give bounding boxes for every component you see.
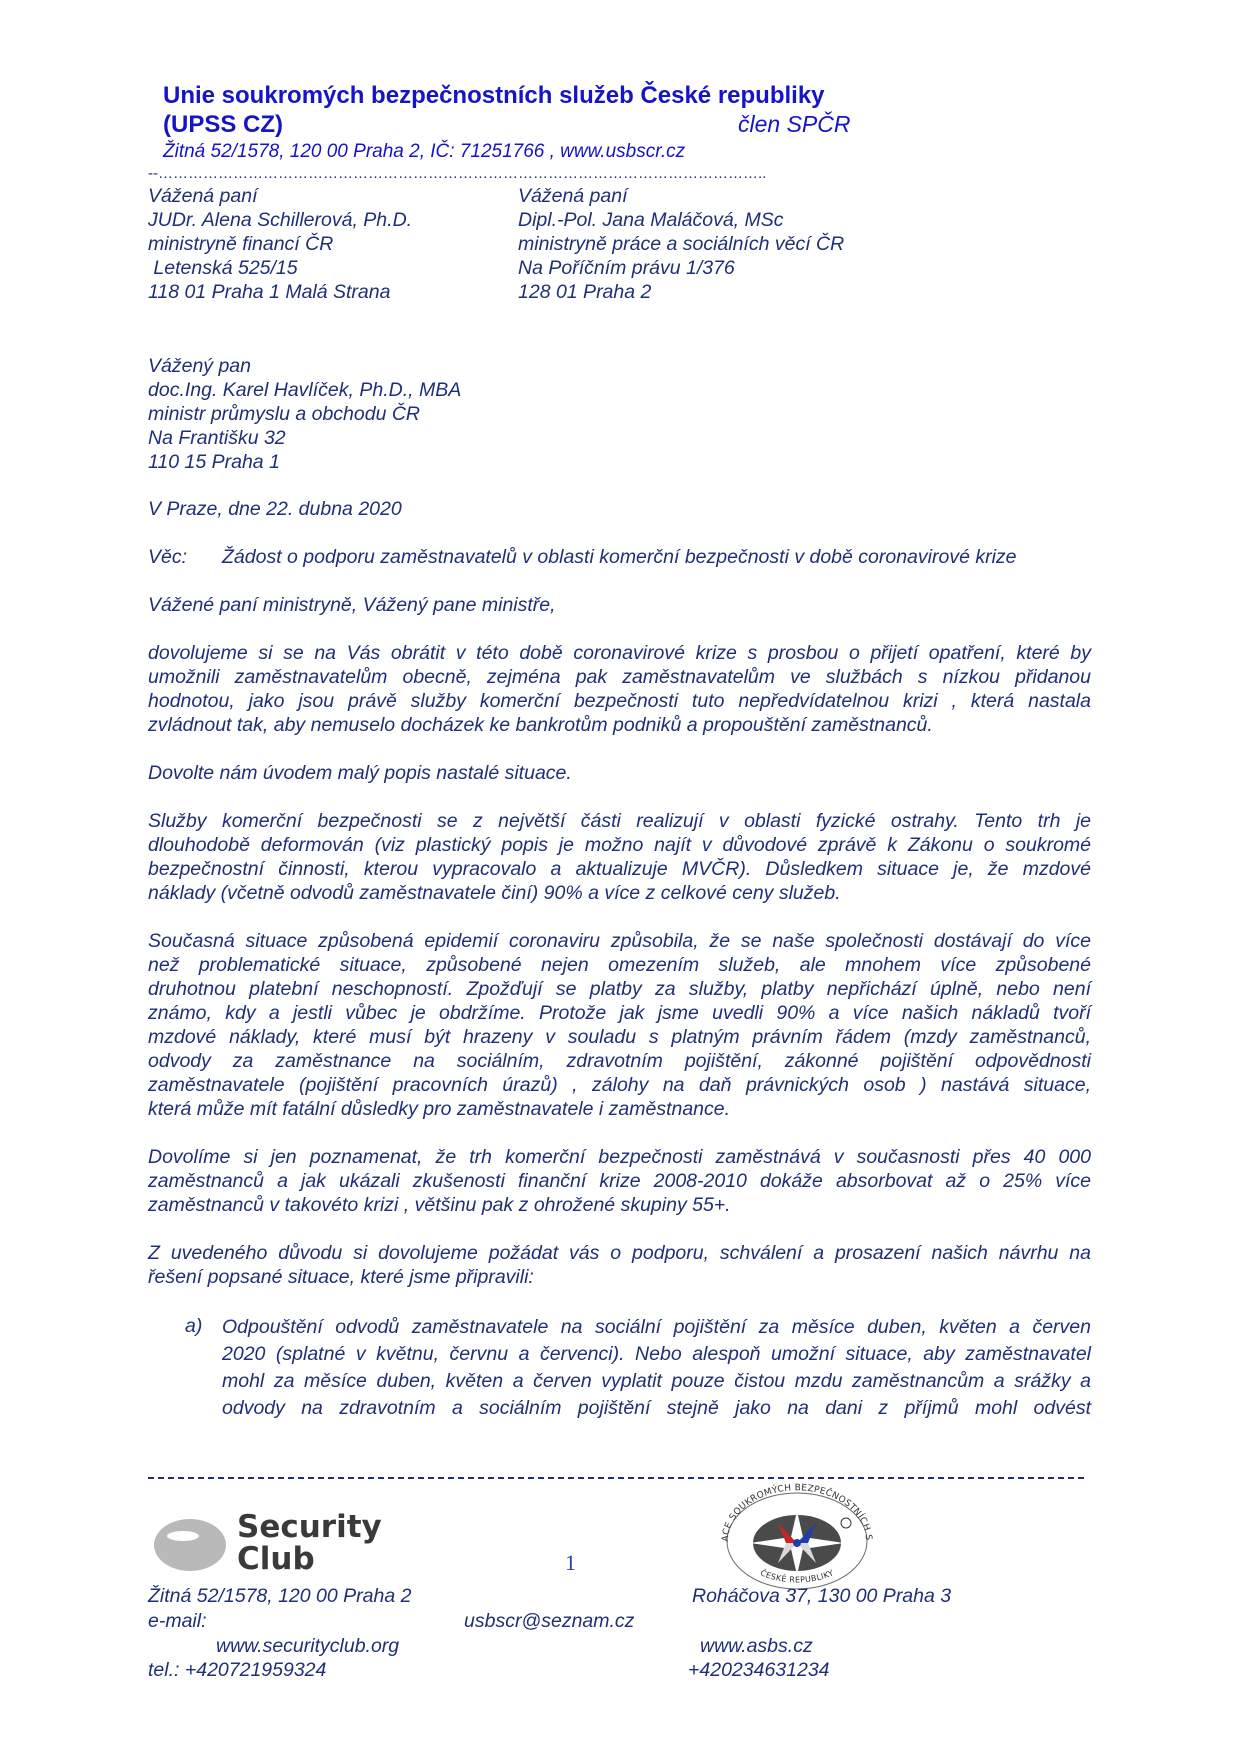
recipient-line: Dipl.-Pol. Jana Maláčová, MSc [518,209,784,231]
paragraph-line: odvody za zaměstnance na sociálním, zdravotním pojištění, zákonné pojištění odpovědnosti [148,1050,1091,1072]
paragraph-line: Dovolíme si jen poznamenat, že trh komerční bezpečnosti zaměstnává v současnosti přes 40 000 [148,1146,1091,1168]
footer-left-web[interactable]: www.securityclub.org [216,1635,400,1657]
paragraph-line: zaměstnanců a jak ukázali zkušenosti finanční krize 2008-2010 dokáže absorbovat až o 25% více [148,1170,1091,1192]
security-club-logo-text [237,1511,382,1575]
paragraph-line: Současná situace způsobená epidemií coronaviru způsobila, že se naše společnosti dostávají do více [148,930,1091,952]
recipient-line: doc.Ing. Karel Havlíček, Ph.D., MBA [148,379,462,401]
paragraph-line: která může mít fatální důsledky pro zaměstnavatele i zaměstnance. [148,1098,731,1120]
recipient-line: Vážený pan [148,355,251,377]
seal-text-bottom: ČESKÉ REPUBLIKY [758,1568,836,1585]
letter-date: V Praze, dne 22. dubna 2020 [148,498,402,520]
footer-left-address: Žitná 52/1578, 120 00 Praha 2 [148,1585,412,1607]
recipient-line: Na Poříčním právu 1/376 [518,257,735,279]
recipient-left [148,184,412,304]
recipient-line: JUDr. Alena Schillerová, Ph.D. [148,209,413,231]
footer-left-tel: tel.: +420721959324 [148,1659,327,1681]
paragraph-line: náklady (včetně odvodů zaměstnavatele činí) 90% a více z celkové ceny služeb. [148,882,841,904]
recipient-line: 110 15 Praha 1 [148,451,280,473]
list-item-line: odvody na zdravotním a sociálním pojištění stejně jako na dani z příjmů mohl odvést [222,1397,1091,1419]
footer-right-web[interactable]: www.asbs.cz [700,1635,813,1657]
recipient-line: ministryně financí ČR [148,233,334,255]
paragraph [148,1145,1091,1217]
footer-email[interactable]: usbscr@seznam.cz [464,1610,635,1632]
recipient-third [148,354,461,474]
org-name: Unie soukromých bezpečnostních služeb České republiky [163,82,825,109]
paragraph-line: hodnotou, jako jsou právě služby komerční bezpečnosti tuto nepředvídatelnou krizi , která nastala [148,690,1091,712]
recipient-line: ministr průmyslu a obchodu ČR [148,403,421,425]
header-separator: --………………………………………………………………………………………………………….. [148,165,767,182]
membership-label: člen SPČR [738,111,851,137]
paragraph-line: Dovolte nám úvodem malý popis nastalé situace. [148,762,572,784]
page-number: 1 [565,1550,576,1575]
asbs-seal-icon [712,1483,882,1591]
paragraph-line: dlouhodobě deformován (viz plastický popis je možno najít v důvodové zprávě k Zákonu o soukromé [148,834,1091,856]
paragraph-line: Z uvedeného důvodu si dovolujeme požádat vás o podporu, schválení a prosazení našich návrhu na [148,1242,1091,1264]
paragraph-line: zvládnout tak, aby nemuselo docházek ke bankrotům podniků a propouštění zaměstnanců. [148,714,933,736]
recipient-line: 118 01 Praha 1 Malá Strana [148,281,391,303]
recipient-right [518,184,844,304]
paragraph-line: Služby komerční bezpečnosti se z největší části realizují v oblasti fyzické ostrahy. Tento trh je [148,810,1091,832]
recipient-line: Letenská 525/15 [148,257,298,279]
paragraph-line: bezpečnostní činnosti, kterou vypracovalo a aktualizuje MVČR). Důsledkem situace je, že mzdové [148,858,1091,880]
security-club-logo [153,1509,413,1579]
list-item-line: mohl za měsíce duben, květen a červen vyplatit pouze čistou mzdu zaměstnancům a srážky a [222,1370,1091,1392]
subject-text: Žádost o podporu zaměstnavatelů v oblasti komerční bezpečnosti v době coronavirové krize [222,546,1017,568]
logo-text-line: Security [237,1509,382,1545]
org-address: Žitná 52/1578, 120 00 Praha 2, IČ: 71251766 , www.usbscr.cz [163,141,686,162]
footer-email-label: e-mail: [148,1610,207,1632]
paragraph [148,641,1091,737]
footer-right-address: Roháčova 37, 130 00 Praha 3 [692,1585,952,1607]
paragraph-line: řešení popsané situace, které jsme připravili: [148,1266,534,1288]
paragraph-line: zaměstnanců v takovéto krizi , většinu pak z ohrožené skupiny 55+. [148,1194,731,1216]
asbs-seal-logo [712,1483,882,1591]
paragraph-line: mzdové náklady, které musí být hrazeny v souladu s platným právním řádem (mzdy zaměstnanců, [148,1026,1091,1048]
paragraph [148,761,1091,785]
footer-right-tel: +420234631234 [688,1659,830,1681]
list-item-line: 2020 (splatné v květnu, červnu a červenci). Nebo alespoň umožní situace, aby zaměstnavatel [222,1343,1091,1365]
paragraph [148,1241,1091,1289]
paragraph [148,929,1091,1121]
paragraph-line: zaměstnavatele (pojištění pracovních úrazů) , zálohy na daň právnických osob ) nastává situace, [148,1074,1091,1096]
recipient-line: 128 01 Praha 2 [518,281,652,303]
paragraph-line: známo, kdy a jestli vůbec je obdržíme. Protože jak jsme uvedli 90% a více našich nákladů tvoří [148,1002,1091,1024]
list-marker: a) [185,1315,203,1337]
paragraph-line: dovolujeme si se na Vás obrátit v této době coronavirové krize s prosbou o přijetí opatření, které by [148,642,1091,664]
salutation: Vážené paní ministryně, Vážený pane ministře, [148,594,556,616]
org-abbrev: (UPSS CZ) [163,111,283,138]
paragraph [148,809,1091,905]
recipient-line: Vážená paní [518,185,628,207]
list-item [222,1314,1091,1422]
paragraph-line: než problematické situace, způsobené nejen omezením služeb, ale mnohem více způsobené [148,954,1091,976]
seal-text-top: ACE SOUKROMÝCH BEZPEČNOSTNÍCH S [720,1483,874,1542]
list-item-line: Odpouštění odvodů zaměstnavatele na sociální pojištění za měsíce duben, květen a červen [222,1316,1091,1338]
footer-separator [148,1477,1084,1479]
paragraph-line: umožnili zaměstnavatelům obecně, zejména pak zaměstnavatelům ve službách s nízkou přidanou [148,666,1091,688]
paragraph-line: druhotnou platební neschopností. Zpožďují se platby za služby, platby nepřichází úplně, nebo není [148,978,1091,1000]
logo-text-line: Club [237,1541,315,1577]
subject-label: Věc: [148,546,188,568]
recipient-line: ministryně práce a sociálních věcí ČR [518,233,845,255]
recipient-line: Vážená paní [148,185,258,207]
security-club-logo-icon [153,1517,229,1573]
recipient-line: Na Františku 32 [148,427,286,449]
